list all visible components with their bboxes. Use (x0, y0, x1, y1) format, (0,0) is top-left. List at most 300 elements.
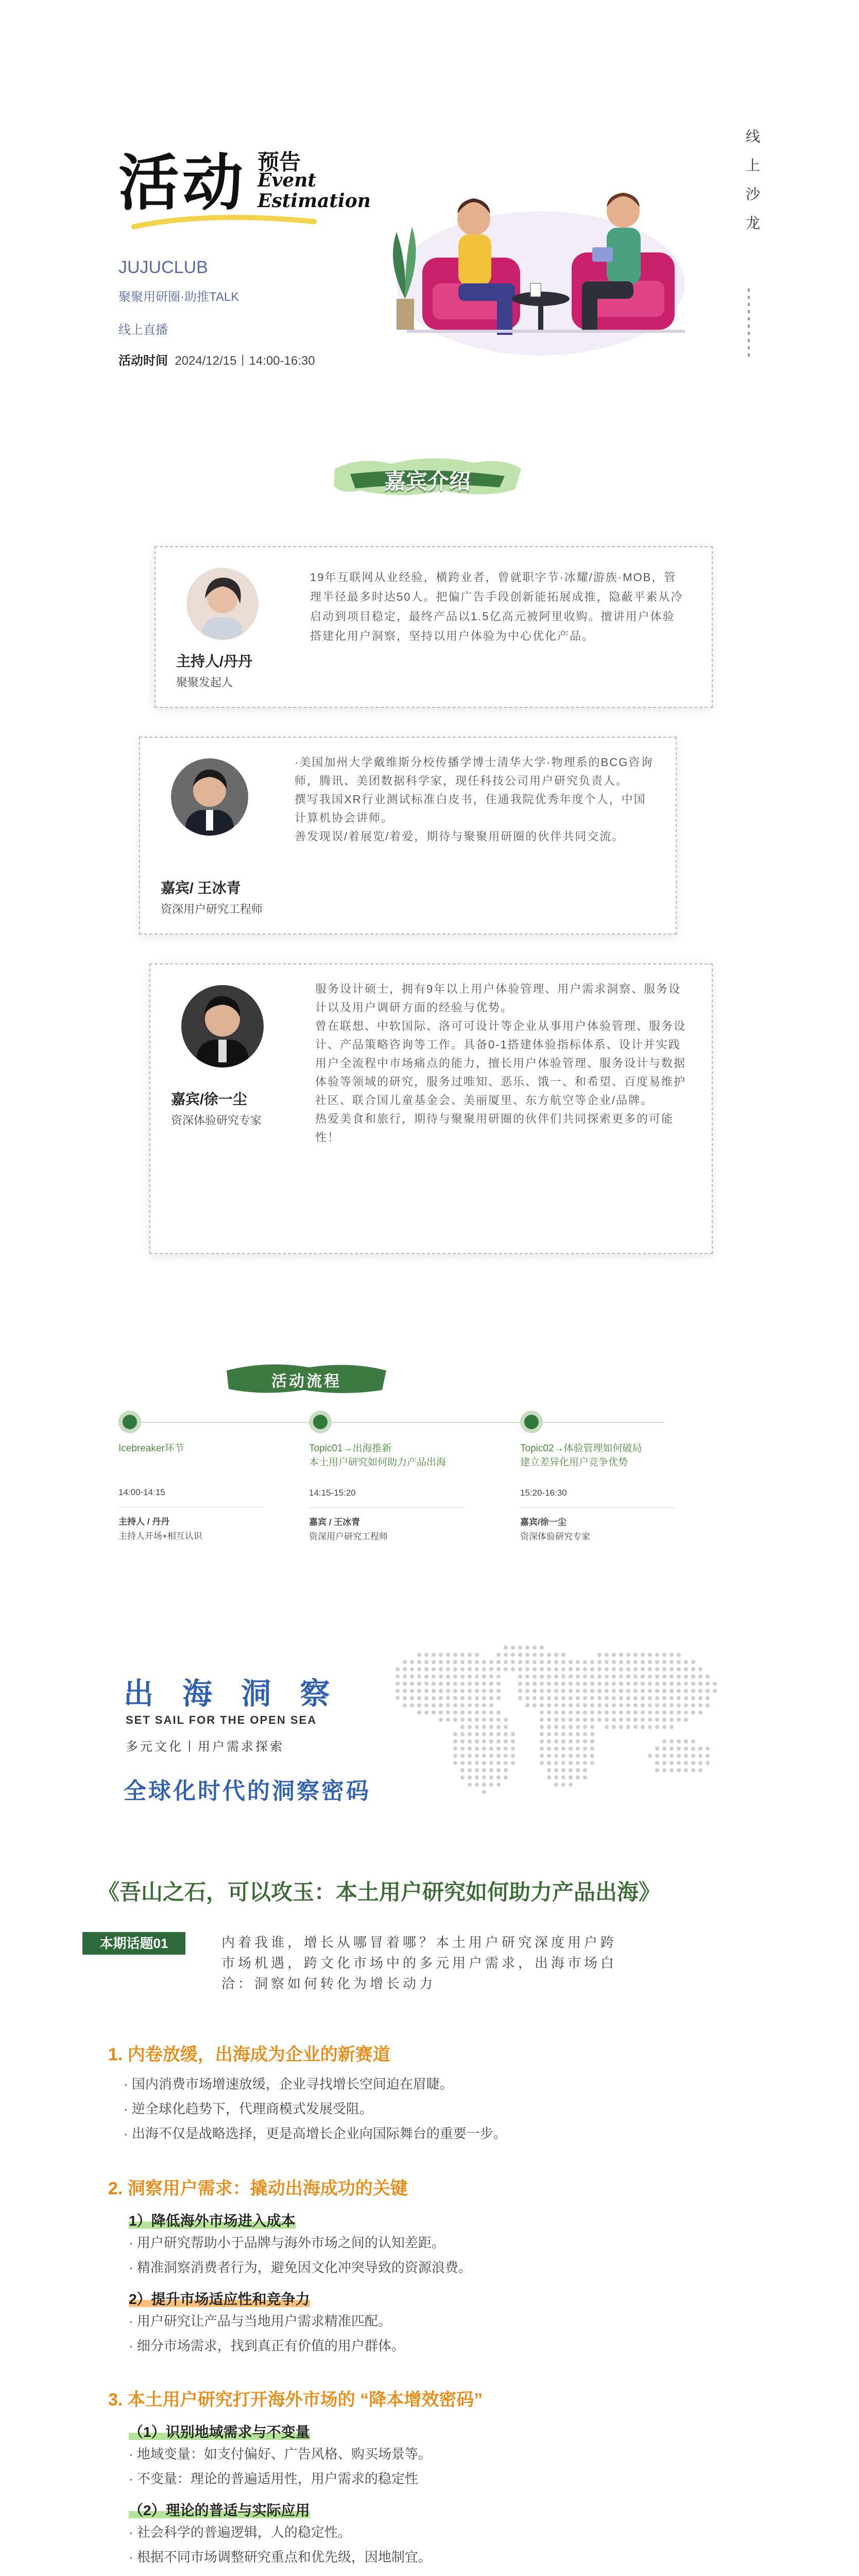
map-dot (453, 1747, 457, 1751)
map-dot (554, 1682, 558, 1686)
map-dot (432, 1653, 436, 1657)
map-dot (626, 1725, 630, 1729)
map-dot (576, 1761, 580, 1765)
map-dot (561, 1653, 565, 1657)
map-section (0, 1623, 859, 1870)
map-dot (576, 1739, 580, 1743)
step-topic: 资深体验研究专家 (520, 1532, 590, 1541)
map-dot (410, 1682, 414, 1686)
map-dot (460, 1739, 465, 1743)
map-dot (612, 1667, 616, 1671)
map-dot (677, 1710, 681, 1715)
map-dot (684, 1703, 688, 1707)
guest-role: 资深用户研究工程师 (161, 903, 263, 916)
map-dot (475, 1754, 479, 1758)
map-dot (605, 1725, 609, 1729)
step-dot-icon (118, 1411, 141, 1433)
step-speaker: 主持人 / 丹丹 (118, 1517, 170, 1527)
map-dot (698, 1682, 702, 1686)
map-dot (511, 1646, 515, 1650)
map-dot (561, 1732, 565, 1736)
map-tag: 多元文化丨用户需求探索 (126, 1740, 284, 1754)
map-dot (569, 1682, 573, 1686)
map-dot (597, 1682, 602, 1686)
map-dot (496, 1718, 501, 1722)
map-dot (569, 1674, 573, 1679)
map-dot (410, 1696, 414, 1700)
map-dot (525, 1646, 529, 1650)
map-dot (532, 1696, 537, 1700)
section-bullet: · 逆全球化趋势下，代理商模式发展受阻。 (124, 2101, 373, 2116)
sub-heading: 1）降低海外市场进入成本 (129, 2213, 296, 2229)
map-dot (677, 1682, 681, 1686)
guest-card-host (154, 546, 713, 708)
map-dot (489, 1775, 493, 1780)
map-dot (554, 1703, 558, 1707)
map-dot (641, 1667, 645, 1671)
map-dot (590, 1682, 594, 1686)
map-dot (525, 1682, 529, 1686)
map-dot (655, 1653, 659, 1657)
map-dot (569, 1754, 573, 1758)
map-dot (605, 1660, 609, 1664)
map-dot (655, 1674, 659, 1679)
map-dot (547, 1710, 551, 1715)
map-dot (424, 1703, 428, 1707)
map-dot (439, 1660, 443, 1664)
map-dot (453, 1674, 457, 1679)
map-dot (547, 1703, 551, 1707)
map-dot (583, 1689, 587, 1693)
guest-card-xu (149, 963, 713, 1254)
map-dot (489, 1768, 493, 1772)
map-dot (619, 1653, 623, 1657)
map-dot (669, 1653, 674, 1657)
map-dot (496, 1775, 501, 1780)
map-dot (698, 1674, 702, 1679)
map-dot (532, 1653, 537, 1657)
step-label: Icebreaker环节 (118, 1443, 184, 1454)
map-dot (547, 1732, 551, 1736)
guests-section (0, 443, 859, 1319)
map-dot (453, 1660, 457, 1664)
map-dot (417, 1703, 421, 1707)
map-dot (489, 1754, 493, 1758)
map-dot (525, 1696, 529, 1700)
map-dot (403, 1682, 407, 1686)
step-speaker: 嘉宾 / 王冰青 (309, 1517, 360, 1527)
map-dot (590, 1747, 594, 1751)
map-dot (496, 1667, 501, 1671)
map-dot (684, 1667, 688, 1671)
map-dot (468, 1674, 472, 1679)
map-dot (662, 1725, 666, 1729)
map-dot (482, 1660, 486, 1664)
map-dot (569, 1667, 573, 1671)
map-dot (475, 1775, 479, 1780)
map-dot (540, 1747, 544, 1751)
map-dot (540, 1703, 544, 1707)
map-dot (583, 1710, 587, 1715)
event-title-small: 预告 (257, 149, 301, 175)
map-dot (677, 1739, 681, 1743)
map-dot (648, 1703, 652, 1707)
map-dot (626, 1703, 630, 1707)
map-dot (424, 1667, 428, 1671)
map-dot (619, 1660, 623, 1664)
map-dot (460, 1754, 465, 1758)
map-dot (554, 1674, 558, 1679)
map-dot (482, 1761, 486, 1765)
topic1-intro: 内着我谁，增长从哪冒着哪？本土用户研究深度用户跨市场机遇，跨文化市场中的多元用户需求，出海市场白洽：洞察如何转化为增长动力 (221, 1935, 617, 1991)
guests-ribbon (330, 453, 525, 500)
map-slogan: 全球化时代的洞察密码 (124, 1778, 371, 1804)
map-dot (504, 1739, 508, 1743)
map-dot (482, 1790, 486, 1794)
map-dot (554, 1718, 558, 1722)
map-dot (655, 1667, 659, 1671)
map-dot (482, 1739, 486, 1743)
map-dot (432, 1689, 436, 1693)
map-dot (633, 1674, 638, 1679)
map-dot (489, 1689, 493, 1693)
map-dot (547, 1653, 551, 1657)
map-dot (417, 1667, 421, 1671)
map-dot (432, 1710, 436, 1715)
map-dot (460, 1674, 465, 1679)
map-dot (468, 1689, 472, 1693)
map-dot (684, 1696, 688, 1700)
map-dot (655, 1660, 659, 1664)
map-dot (547, 1682, 551, 1686)
map-dot (590, 1761, 594, 1765)
map-dot (576, 1689, 580, 1693)
map-dot (662, 1703, 666, 1707)
map-dot (633, 1660, 638, 1664)
map-dot (504, 1667, 508, 1671)
map-dot (648, 1674, 652, 1679)
map-dot (446, 1674, 450, 1679)
map-dot (424, 1674, 428, 1679)
map-dot (547, 1775, 551, 1780)
agenda-step-3 (520, 1411, 716, 1544)
map-dot (619, 1682, 623, 1686)
map-dot (590, 1660, 594, 1664)
map-dot (453, 1682, 457, 1686)
map-dot (619, 1667, 623, 1671)
map-dot (489, 1747, 493, 1751)
map-dot (554, 1732, 558, 1736)
agenda-ribbon-label: 活动流程 (271, 1373, 341, 1390)
topic1-section-2 (108, 2174, 726, 2358)
map-dot (424, 1710, 428, 1715)
map-dot (532, 1646, 537, 1650)
map-dot (698, 1667, 702, 1671)
map-dot (597, 1718, 602, 1722)
map-dot (439, 1682, 443, 1686)
map-dot (561, 1775, 565, 1780)
map-dot (396, 1696, 400, 1700)
agenda-step-2 (309, 1411, 494, 1544)
map-dot (504, 1718, 508, 1722)
map-dot (691, 1754, 695, 1758)
map-dot (496, 1725, 501, 1729)
map-dot (590, 1667, 594, 1671)
map-dot (641, 1710, 645, 1715)
map-dot (561, 1747, 565, 1751)
map-dot (605, 1667, 609, 1671)
vertical-dot-line (748, 289, 750, 361)
map-dot (583, 1754, 587, 1758)
map-dot (496, 1754, 501, 1758)
map-dot (446, 1689, 450, 1693)
step-label-2: 建立差异化用户竞争优势 (520, 1457, 628, 1468)
agenda-section (0, 1360, 859, 1597)
map-dot (590, 1725, 594, 1729)
map-dot (504, 1768, 508, 1772)
salon-illustration (376, 129, 695, 366)
map-dot (684, 1718, 688, 1722)
map-dot (691, 1696, 695, 1700)
map-dot (417, 1682, 421, 1686)
map-dot (453, 1653, 457, 1657)
map-dot (453, 1718, 457, 1722)
map-dot (576, 1768, 580, 1772)
map-dot (410, 1660, 414, 1664)
map-dot (648, 1660, 652, 1664)
map-dot (432, 1667, 436, 1671)
sub-heading: （2）理论的普适与实际应用 (129, 2502, 310, 2518)
section-bullet: · 社会科学的普遍逻辑，人的稳定性。 (129, 2524, 351, 2540)
map-dot (496, 1768, 501, 1772)
map-dot (698, 1754, 702, 1758)
map-dot (518, 1653, 522, 1657)
map-dot (468, 1653, 472, 1657)
map-dot (583, 1775, 587, 1780)
map-dot (684, 1682, 688, 1686)
map-dot (540, 1761, 544, 1765)
step-time: 15:20-16:30 (520, 1488, 567, 1498)
map-dot (482, 1718, 486, 1722)
map-dot (605, 1718, 609, 1722)
section-bullet: · 不变量：理论的普遍适用性，用户需求的稳定性 (129, 2471, 418, 2486)
map-dot (525, 1660, 529, 1664)
map-dot (475, 1703, 479, 1707)
map-dot (561, 1689, 565, 1693)
event-title: 活动 (118, 147, 247, 218)
map-dot (561, 1718, 565, 1722)
map-dot (677, 1696, 681, 1700)
world-dot-map (371, 1628, 742, 1814)
map-dot (583, 1725, 587, 1729)
section-bullet: · 地域变量：如支付偏好、广告风格、购买场景等。 (129, 2446, 432, 2462)
map-dot (475, 1718, 479, 1722)
map-dot (468, 1761, 472, 1765)
map-dot (677, 1747, 681, 1751)
map-dot (698, 1689, 702, 1693)
map-dot (576, 1754, 580, 1758)
map-dot (641, 1689, 645, 1693)
map-dot (475, 1660, 479, 1664)
map-dot (684, 1761, 688, 1765)
map-dot (453, 1710, 457, 1715)
map-dot (540, 1754, 544, 1758)
map-dot (489, 1739, 493, 1743)
map-dot (554, 1768, 558, 1772)
map-dot (504, 1761, 508, 1765)
map-dot (475, 1667, 479, 1671)
guest-bio: ·美国加州大学戴维斯分校传播学博士清华大学·物理系的BCG咨询师，腾讯、美团数据科学家，现任科技公司用户研究负责人。 撰写我国XR行业测试标准白皮书，住通我院优秀年度个人，中国计算机协会讲师。 善发现误/着展览/着爱，期待与聚聚用研圈的伙伴共同交流。 (295, 756, 654, 843)
map-dot (561, 1660, 565, 1664)
map-dot (561, 1696, 565, 1700)
map-dot (583, 1682, 587, 1686)
map-dot (540, 1710, 544, 1715)
map-dot (605, 1653, 609, 1657)
map-dot (547, 1747, 551, 1751)
topic1-section (0, 1875, 859, 2576)
map-dot (576, 1696, 580, 1700)
event-time-value: 2024/12/15丨14:00-16:30 (175, 354, 315, 368)
map-dot (677, 1754, 681, 1758)
sub-heading: （1）识别地域需求与不变量 (129, 2424, 310, 2440)
map-dot (468, 1696, 472, 1700)
map-dot (439, 1674, 443, 1679)
map-dot (525, 1689, 529, 1693)
map-dot (482, 1674, 486, 1679)
step-topic: 资深用户研究工程师 (309, 1532, 388, 1541)
map-dot (655, 1682, 659, 1686)
map-dot (525, 1674, 529, 1679)
map-dot (460, 1768, 465, 1772)
map-dot (612, 1674, 616, 1679)
map-dot (576, 1710, 580, 1715)
map-dot (626, 1653, 630, 1657)
map-dot (460, 1660, 465, 1664)
map-dot (633, 1718, 638, 1722)
map-dot (432, 1703, 436, 1707)
map-dot (648, 1653, 652, 1657)
map-dot (489, 1710, 493, 1715)
map-dot (482, 1725, 486, 1729)
map-dot (706, 1689, 710, 1693)
map-dot (482, 1703, 486, 1707)
map-dot (641, 1674, 645, 1679)
map-dot (569, 1761, 573, 1765)
map-dot (511, 1747, 515, 1751)
map-dot (518, 1689, 522, 1693)
map-dot (633, 1710, 638, 1715)
map-dot (403, 1674, 407, 1679)
map-dot (626, 1660, 630, 1664)
map-dot (410, 1667, 414, 1671)
map-dot (532, 1703, 537, 1707)
map-dot (706, 1747, 710, 1751)
map-dot (410, 1674, 414, 1679)
step-divider (309, 1507, 463, 1508)
map-dot (626, 1689, 630, 1693)
map-dot (626, 1674, 630, 1679)
guest-bio: 服务设计硕士，拥有9年以上用户体验管理、用户需求洞察、服务设计以及用户调研方面的经验与优势。 曾在联想、中软国际、洛可可设计等企业从事用户体验管理、服务设计、产品策略咨询等工作。具备0-1搭建体验指标体系、设计并实践用户全流程中市场痛点的能力，擅长用户体验管理、服务设计与数据体验等领域的研究，服务过唯知、恶乐、饿一、和希望、百度易维护社区、联合国儿童基金会、美丽厦里、东方航空等企业/品牌。 热爱美食和旅行，期待与聚聚用研圈的伙伴们共同探索更多的可能性！ (315, 982, 686, 1144)
map-dot (612, 1689, 616, 1693)
map-dot (669, 1725, 674, 1729)
map-dot (576, 1732, 580, 1736)
map-dot (612, 1660, 616, 1664)
agenda-step-1 (118, 1411, 283, 1544)
map-dot (482, 1747, 486, 1751)
map-dot (453, 1667, 457, 1671)
map-dot (583, 1696, 587, 1700)
map-dot (396, 1689, 400, 1693)
event-format: 线上直播 (118, 323, 168, 337)
map-dot (547, 1660, 551, 1664)
map-dot (460, 1718, 465, 1722)
map-dot (540, 1653, 544, 1657)
map-dot (612, 1718, 616, 1722)
step-topic: 主持人开场+相互认识 (118, 1531, 202, 1541)
map-dot (468, 1725, 472, 1729)
map-dot (612, 1710, 616, 1715)
map-dot (641, 1682, 645, 1686)
map-dot (482, 1775, 486, 1780)
map-dot (504, 1754, 508, 1758)
map-dot (706, 1682, 710, 1686)
map-dot (655, 1747, 659, 1751)
map-dot (576, 1725, 580, 1729)
map-dot (698, 1768, 702, 1772)
vertical-label: 线上沙龙 (744, 129, 760, 244)
map-dot (669, 1682, 674, 1686)
map-dot (684, 1754, 688, 1758)
map-dot (453, 1696, 457, 1700)
map-dot (569, 1739, 573, 1743)
map-dot (561, 1783, 565, 1787)
map-dot (698, 1761, 702, 1765)
map-dot (417, 1653, 421, 1657)
map-dot (684, 1747, 688, 1751)
map-dot (626, 1710, 630, 1715)
map-dot (684, 1674, 688, 1679)
map-dot (691, 1682, 695, 1686)
map-dot (669, 1689, 674, 1693)
map-dot (569, 1689, 573, 1693)
map-dot (460, 1747, 465, 1751)
map-dot (655, 1689, 659, 1693)
map-dot (662, 1660, 666, 1664)
map-dot (403, 1660, 407, 1664)
map-dot (475, 1761, 479, 1765)
map-dot (561, 1703, 565, 1707)
map-dot (648, 1754, 652, 1758)
map-dot (540, 1696, 544, 1700)
map-dot (576, 1667, 580, 1671)
map-dot (619, 1703, 623, 1707)
section-title: 2. 洞察用户需求：撬动出海成功的关键 (108, 2179, 408, 2198)
map-dot (460, 1710, 465, 1715)
map-dot (590, 1674, 594, 1679)
map-dot (460, 1696, 465, 1700)
map-dot (532, 1682, 537, 1686)
map-dot (547, 1667, 551, 1671)
map-dot (554, 1696, 558, 1700)
map-dot (655, 1710, 659, 1715)
guest-bio: 19年互联网从业经验，横跨业者，曾就职字节·冰耀/游族·MOB，管理半径最多时达50人。把偏广告手段创新能拓展成推，隐蔽平素从冷启动到项目稳定，最终产品以1.5亿高元被阿里收购。擅讲用户体验搭建化用户洞察，坚持以用户体验为中心优化产品。 (310, 571, 683, 642)
map-dot (569, 1710, 573, 1715)
map-dot (547, 1696, 551, 1700)
map-dot (706, 1761, 710, 1765)
map-dot (417, 1660, 421, 1664)
map-dot (561, 1761, 565, 1765)
map-dot (518, 1674, 522, 1679)
